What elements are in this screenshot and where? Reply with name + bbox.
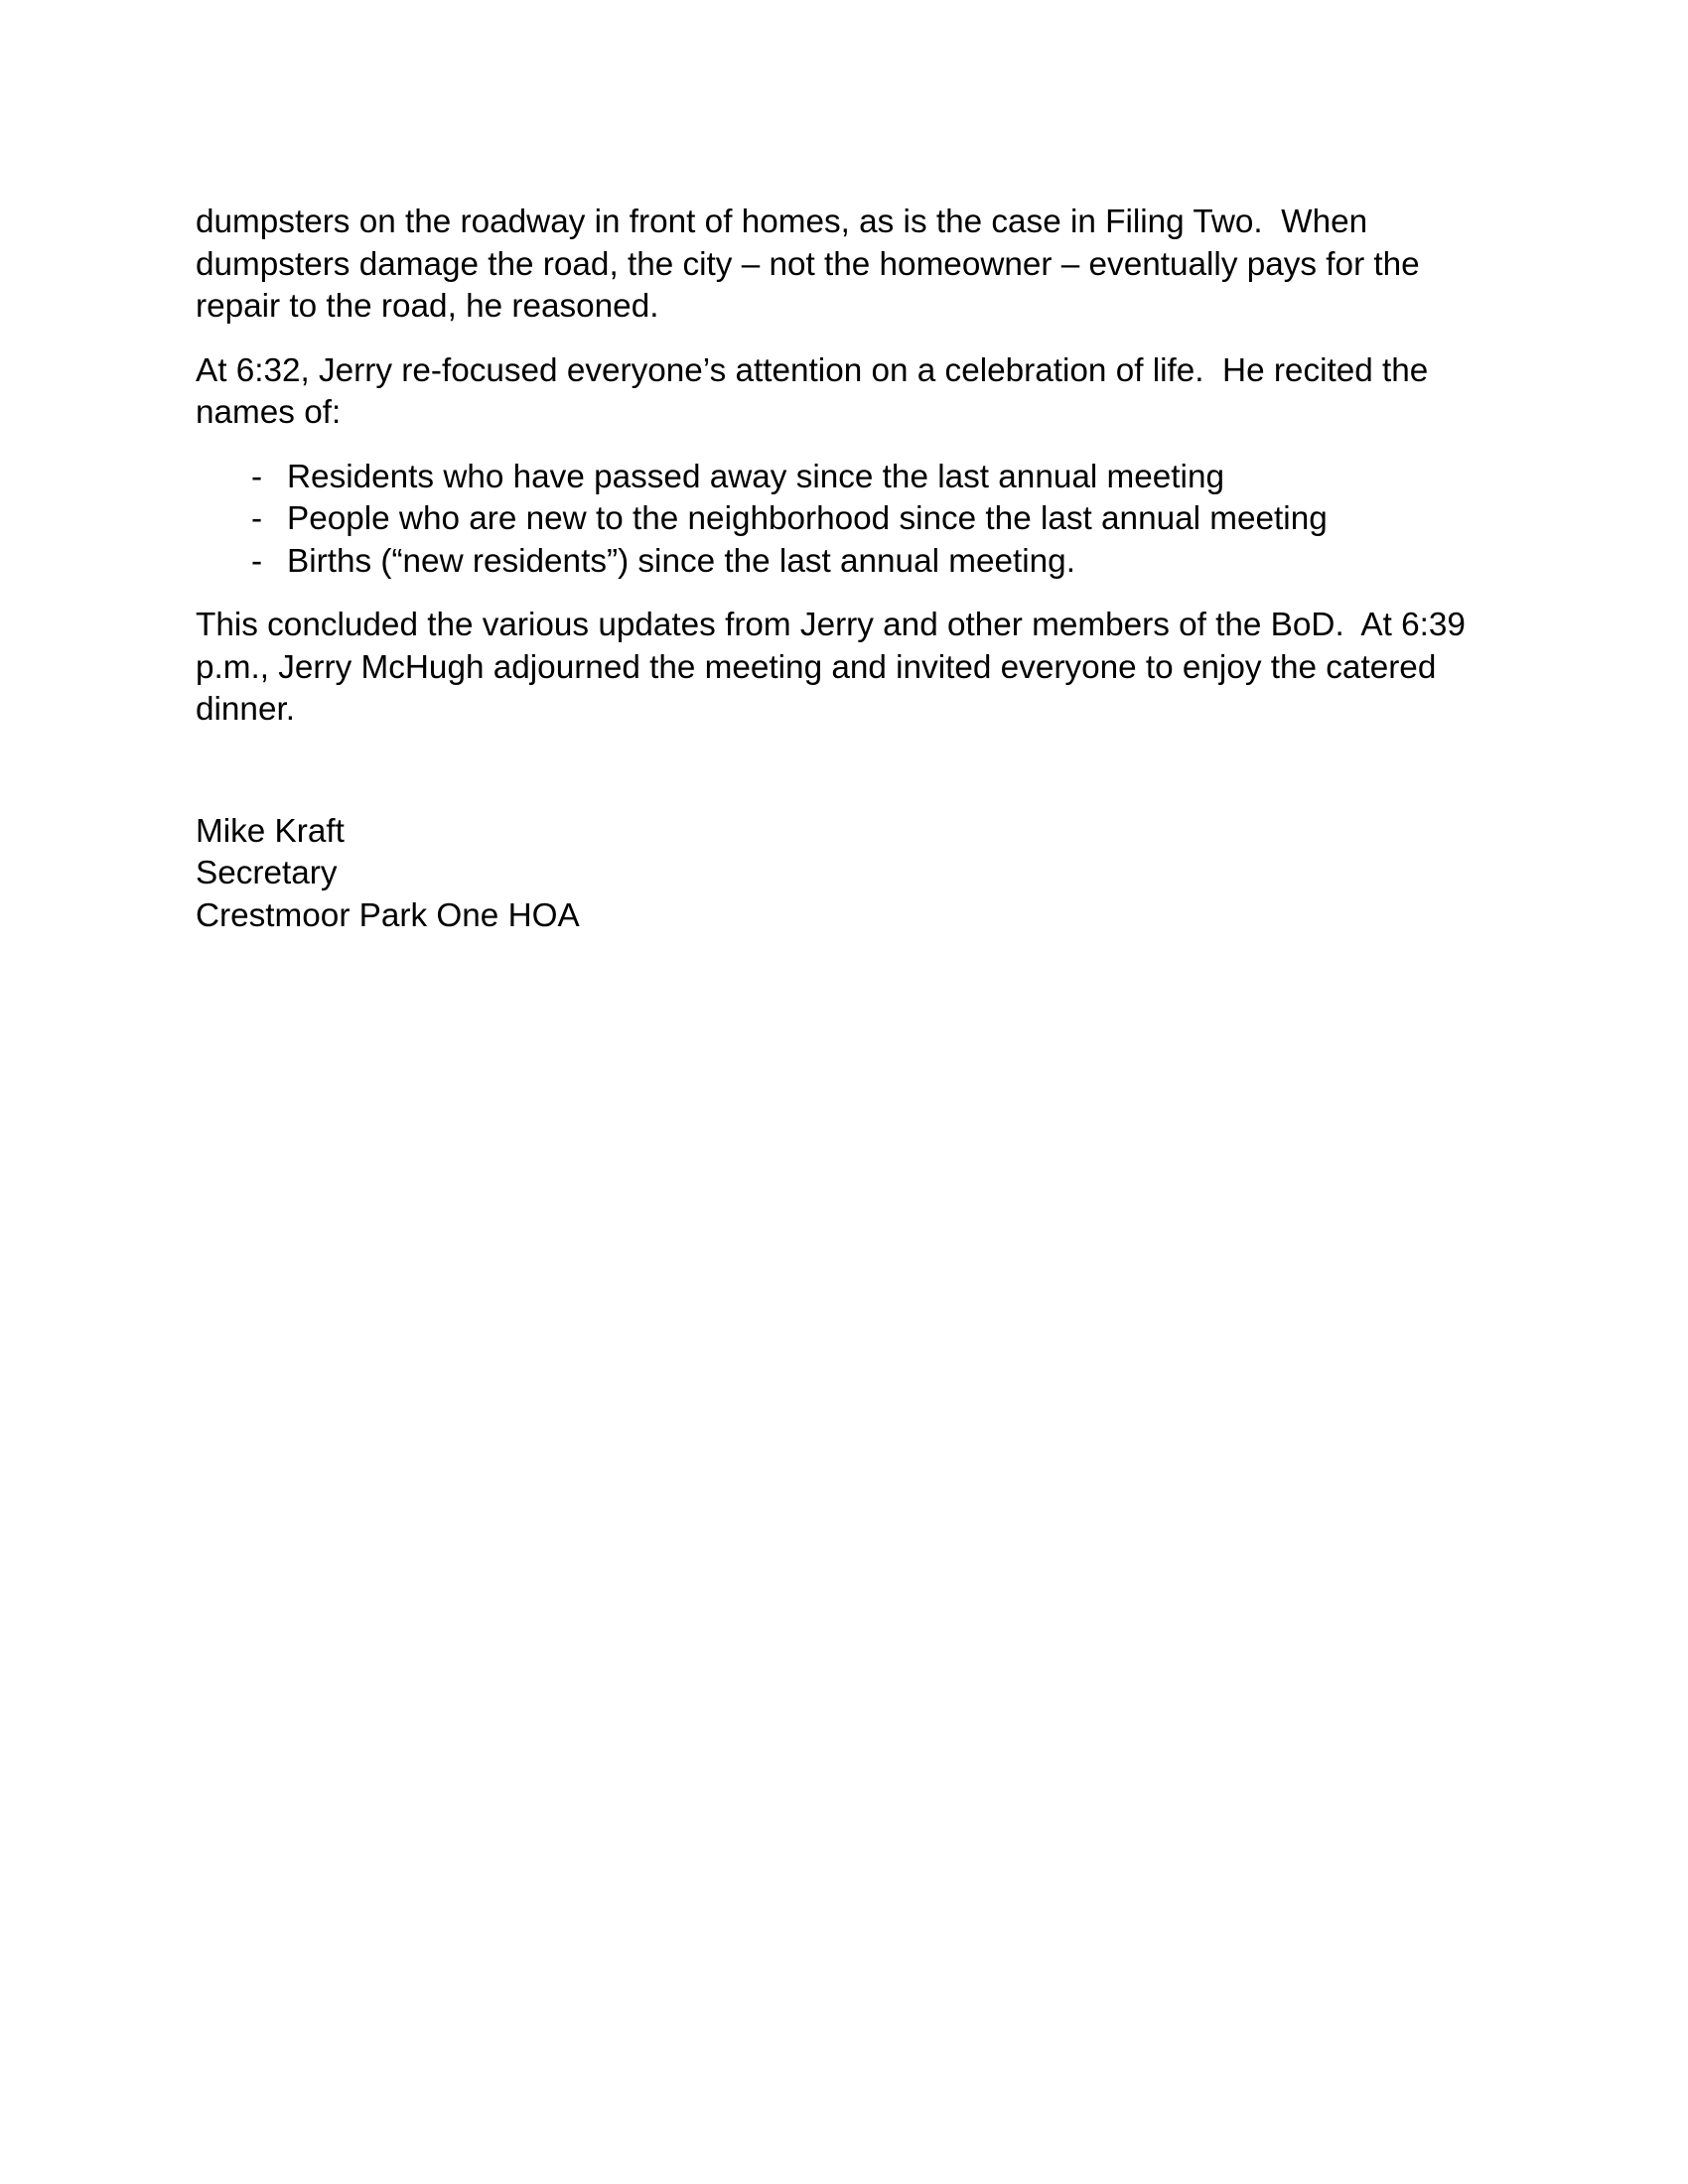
list-item-text: People who are new to the neighborhood since the last annual meeting xyxy=(287,500,1328,537)
signature-title: Secretary xyxy=(196,855,338,891)
bullet-dash-icon: - xyxy=(251,458,263,495)
list-item xyxy=(196,541,1489,584)
paragraph-dumpsters: dumpsters on the roadway in front of homes, as is the case in Filing Two. When dumpsters damage the road, the city – not the homeowner – eventually pays for the repair to the road, he reasoned. xyxy=(196,204,1429,325)
signature-organization: Crestmoor Park One HOA xyxy=(196,896,580,934)
list-item-text: Residents who have passed away since the last annual meeting xyxy=(287,458,1224,495)
signature-name: Mike Kraft xyxy=(196,812,345,850)
bullet-list xyxy=(196,457,1489,584)
page-content xyxy=(196,202,1489,937)
signature-block xyxy=(196,811,1489,938)
bullet-dash-icon: - xyxy=(251,542,263,580)
list-item xyxy=(196,498,1489,541)
paragraph-adjournment: This concluded the various updates from Jerry and other members of the BoD. At 6:39 p.m., Jerry McHugh adjourned the meeting and invited everyone to enjoy the catered dinner. xyxy=(196,607,1476,728)
paragraph-celebration-of-life: At 6:32, Jerry re-focused everyone’s attention on a celebration of life. He recited the names of: xyxy=(196,351,1438,431)
bullet-dash-icon: - xyxy=(251,500,263,537)
list-item xyxy=(196,457,1489,499)
list-item-text: Births (“new residents”) since the last annual meeting. xyxy=(287,542,1075,580)
